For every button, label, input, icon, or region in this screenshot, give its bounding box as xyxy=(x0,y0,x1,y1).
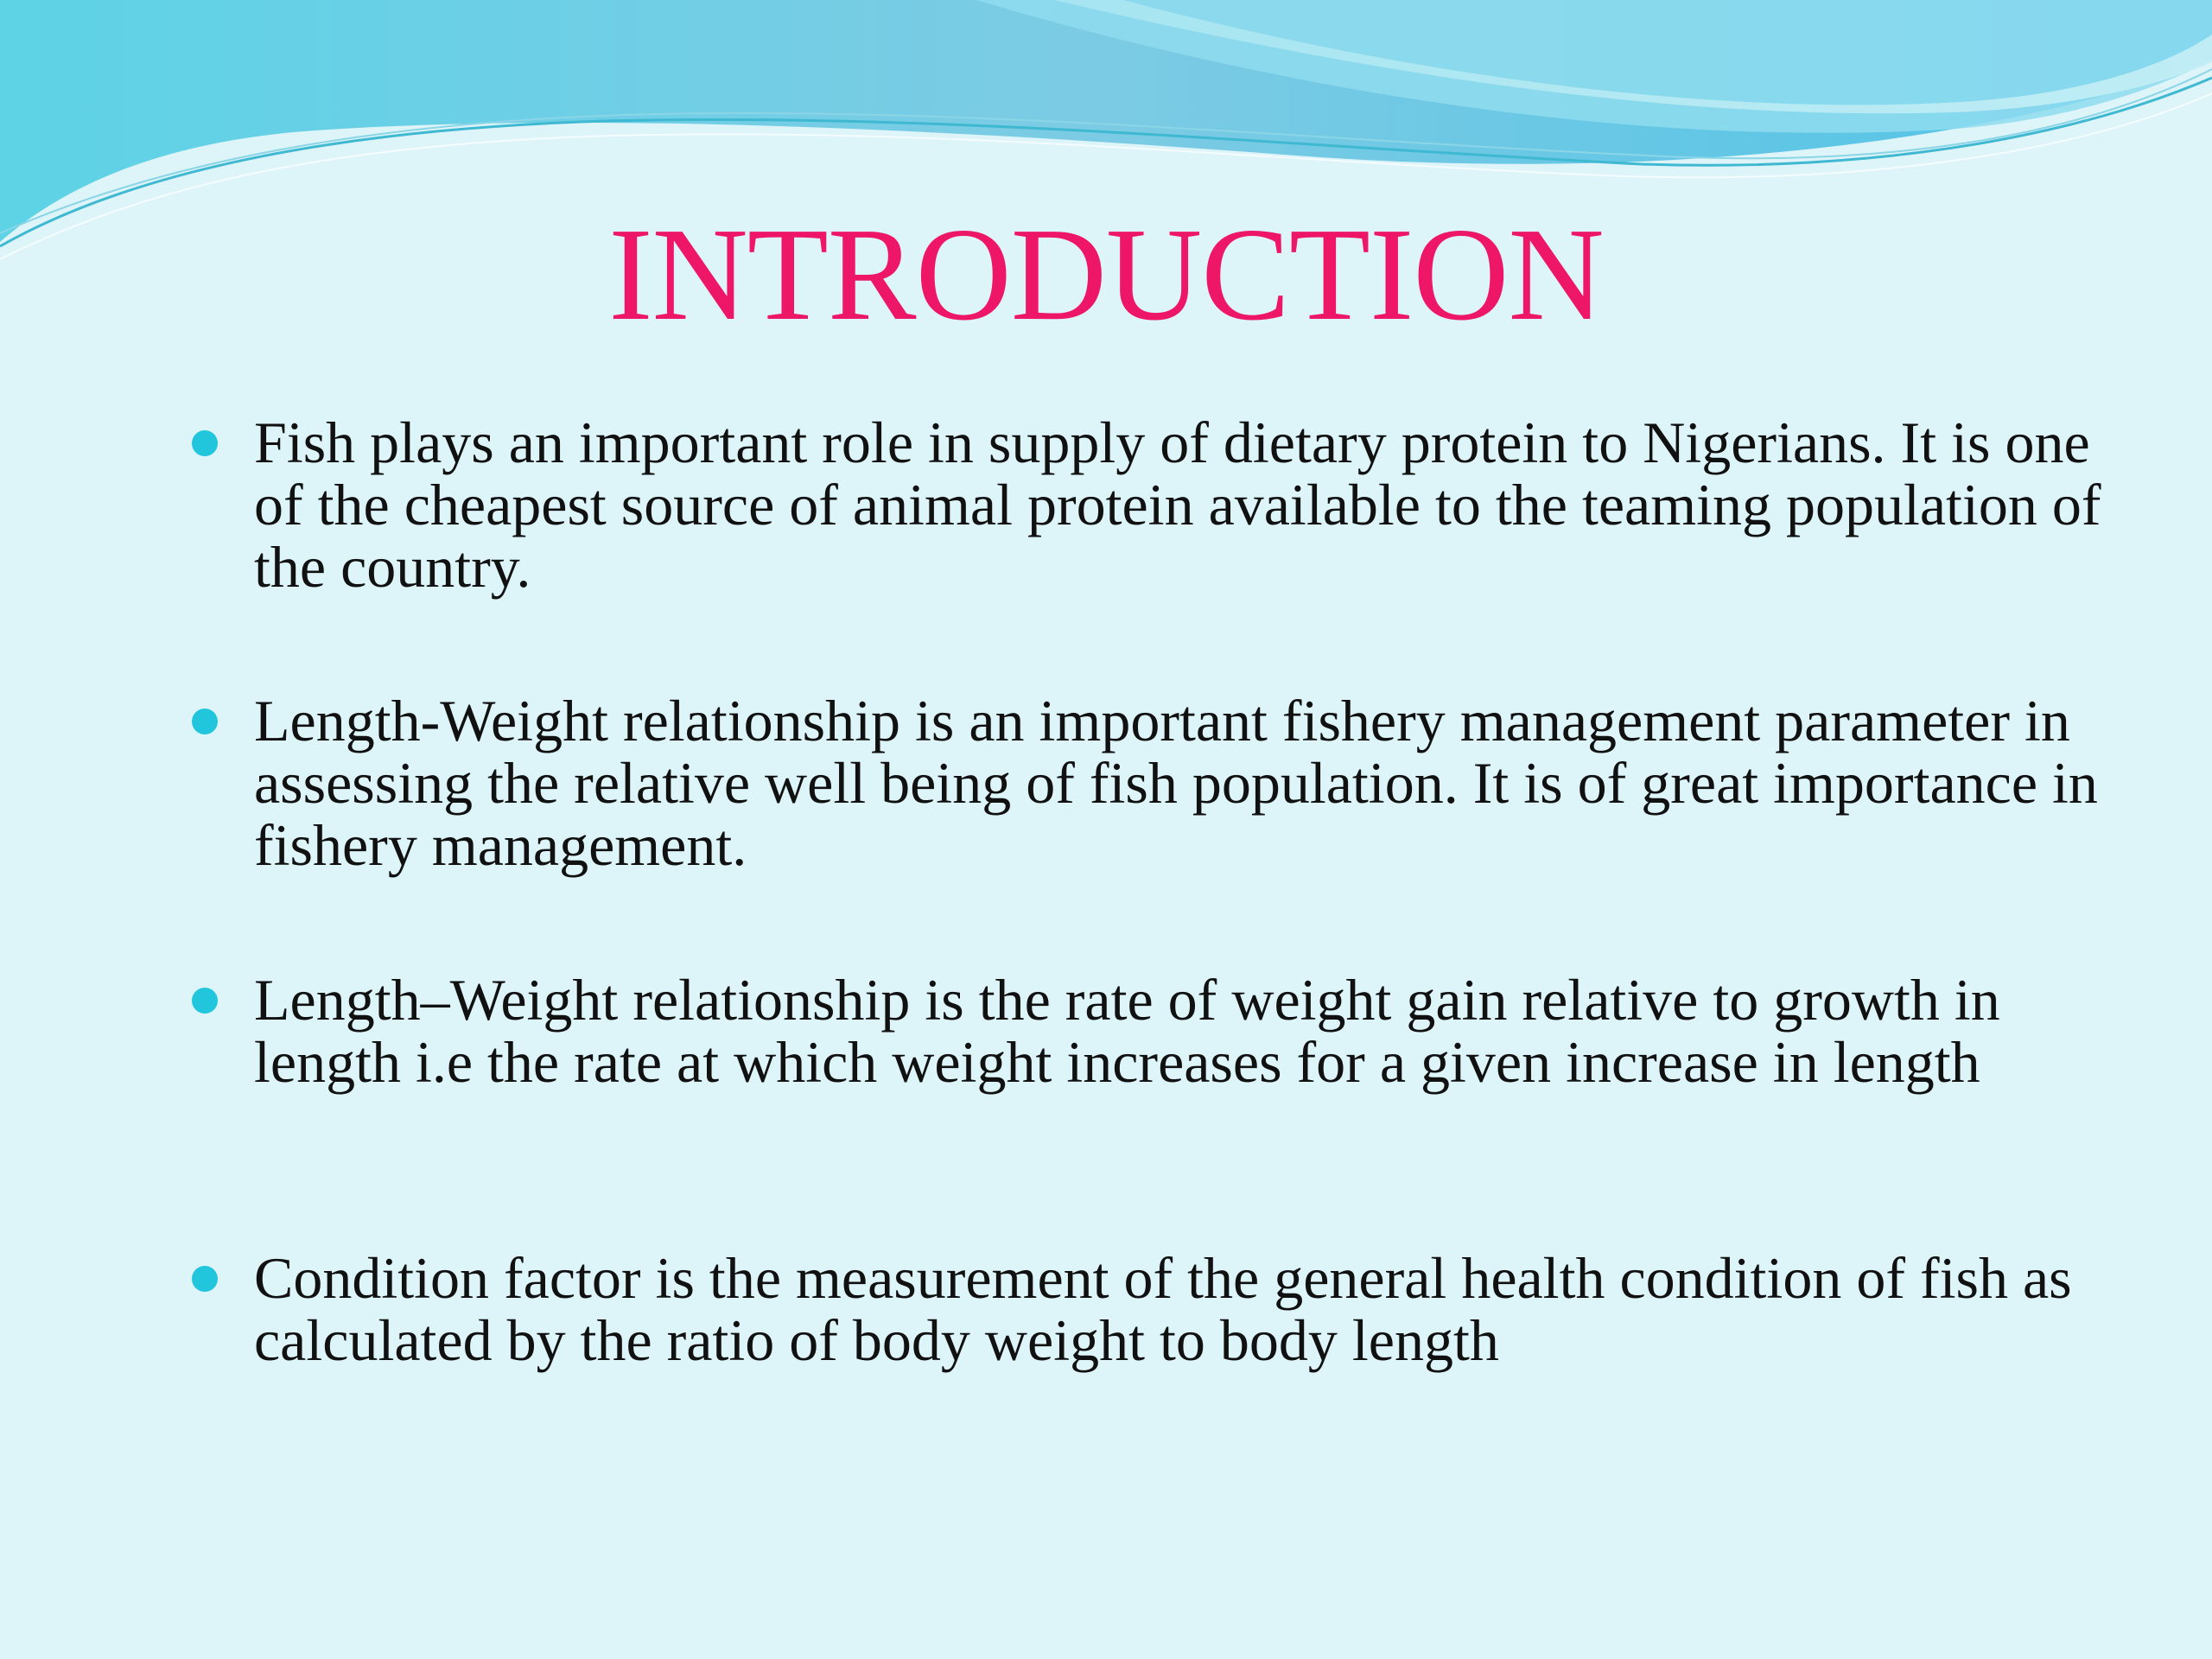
slide-title: INTRODUCTION xyxy=(608,201,1604,348)
bullet-marker-icon xyxy=(192,988,218,1014)
bullet-item: Length-Weight relationship is an important fishery management parameter in assessing the relative well being of fish population. It is of great importance in fishery management. xyxy=(254,688,2098,878)
bullet-marker-icon xyxy=(192,1266,218,1292)
bullet-marker-icon xyxy=(192,709,218,734)
bullet-item: Length–Weight relationship is the rate of weight gain relative to growth in length i.e the rate at which weight increases for a given increase in length xyxy=(254,967,2000,1095)
bullet-marker-icon xyxy=(192,430,218,456)
bullet-item: Condition factor is the measurement of the general health condition of fish as calculated by the ratio of body weight to body length xyxy=(254,1245,2072,1373)
bullet-item: Fish plays an important role in supply of dietary protein to Nigerians. It is one of the cheapest source of animal protein available to the teaming population of the country. xyxy=(254,410,2101,600)
